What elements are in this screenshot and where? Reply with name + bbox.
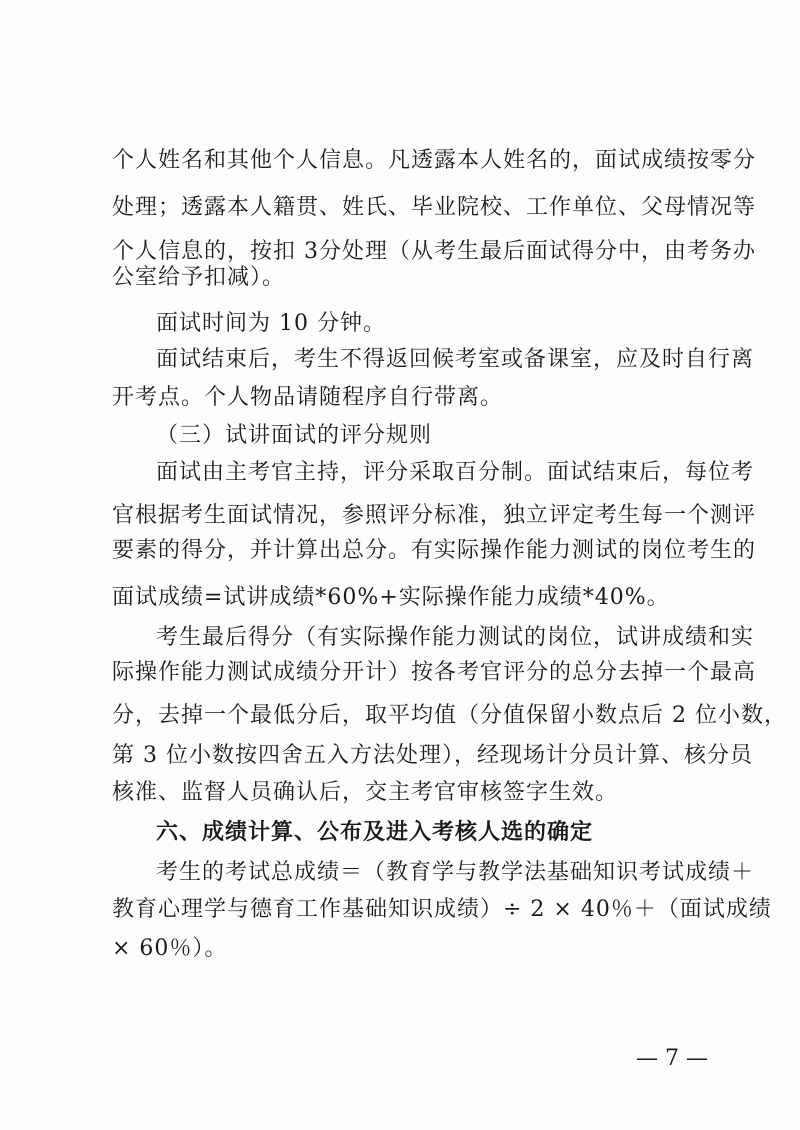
paragraph-line: 考生最后得分（有实际操作能力测试的岗位，试讲成绩和实 xyxy=(156,625,755,650)
section-subheading: （三）试讲面试的评分规则 xyxy=(156,423,433,448)
paragraph-line: 面试成绩=试讲成绩*60%+实际操作能力成绩*40%。 xyxy=(112,585,670,610)
paragraph-line: × 60％）。 xyxy=(112,936,228,961)
paragraph-line: 处理；透露本人籍贯、姓氏、毕业院校、工作单位、父母情况等 xyxy=(112,195,757,220)
paragraph-line: 个人信息的，按扣 3分处理（从考生最后面试得分中，由考务办 xyxy=(112,239,756,264)
page-number: — 7 — xyxy=(636,1046,708,1071)
paragraph-line: 面试结束后，考生不得返回候考室或备课室，应及时自行离 xyxy=(156,347,755,372)
paragraph-line: 官根据考生面试情况，参照评分标准，独立评定考生每一个测评 xyxy=(112,503,757,528)
paragraph-line: 个人姓名和其他个人信息。凡透露本人姓名的，面试成绩按零分 xyxy=(112,148,757,173)
paragraph-line: 要素的得分，并计算出总分。有实际操作能力测试的岗位考生的 xyxy=(112,538,757,563)
paragraph-line: 面试由主考官主持，评分采取百分制。面试结束后，每位考 xyxy=(156,460,755,485)
paragraph-line: 开考点。个人物品请随程序自行带离。 xyxy=(112,385,504,410)
paragraph-line: 面试时间为 10 分钟。 xyxy=(156,311,386,336)
paragraph-line: 第 3 位小数按四舍五入方法处理），经现场计分员计算、核分员 xyxy=(112,743,753,768)
paragraph-line: 教育心理学与德育工作基础知识成绩）÷ 2 × 40％＋（面试成绩 xyxy=(112,897,772,922)
paragraph-line: 核准、监督人员确认后，交主考官审核签字生效。 xyxy=(112,780,619,805)
paragraph-line: 考生的考试总成绩＝（教育学与教学法基础知识考试成绩＋ xyxy=(156,860,755,885)
paragraph-line: 分，去掉一个最低分后，取平均值（分值保留小数点后 2 位小数， xyxy=(112,703,787,728)
paragraph-line: 际操作能力测试成绩分开计）按各考官评分的总分去掉一个最高 xyxy=(112,660,757,685)
section-heading: 六、成绩计算、公布及进入考核人选的确定 xyxy=(156,820,594,845)
paragraph-line: 公室给予扣减）。 xyxy=(112,265,286,290)
